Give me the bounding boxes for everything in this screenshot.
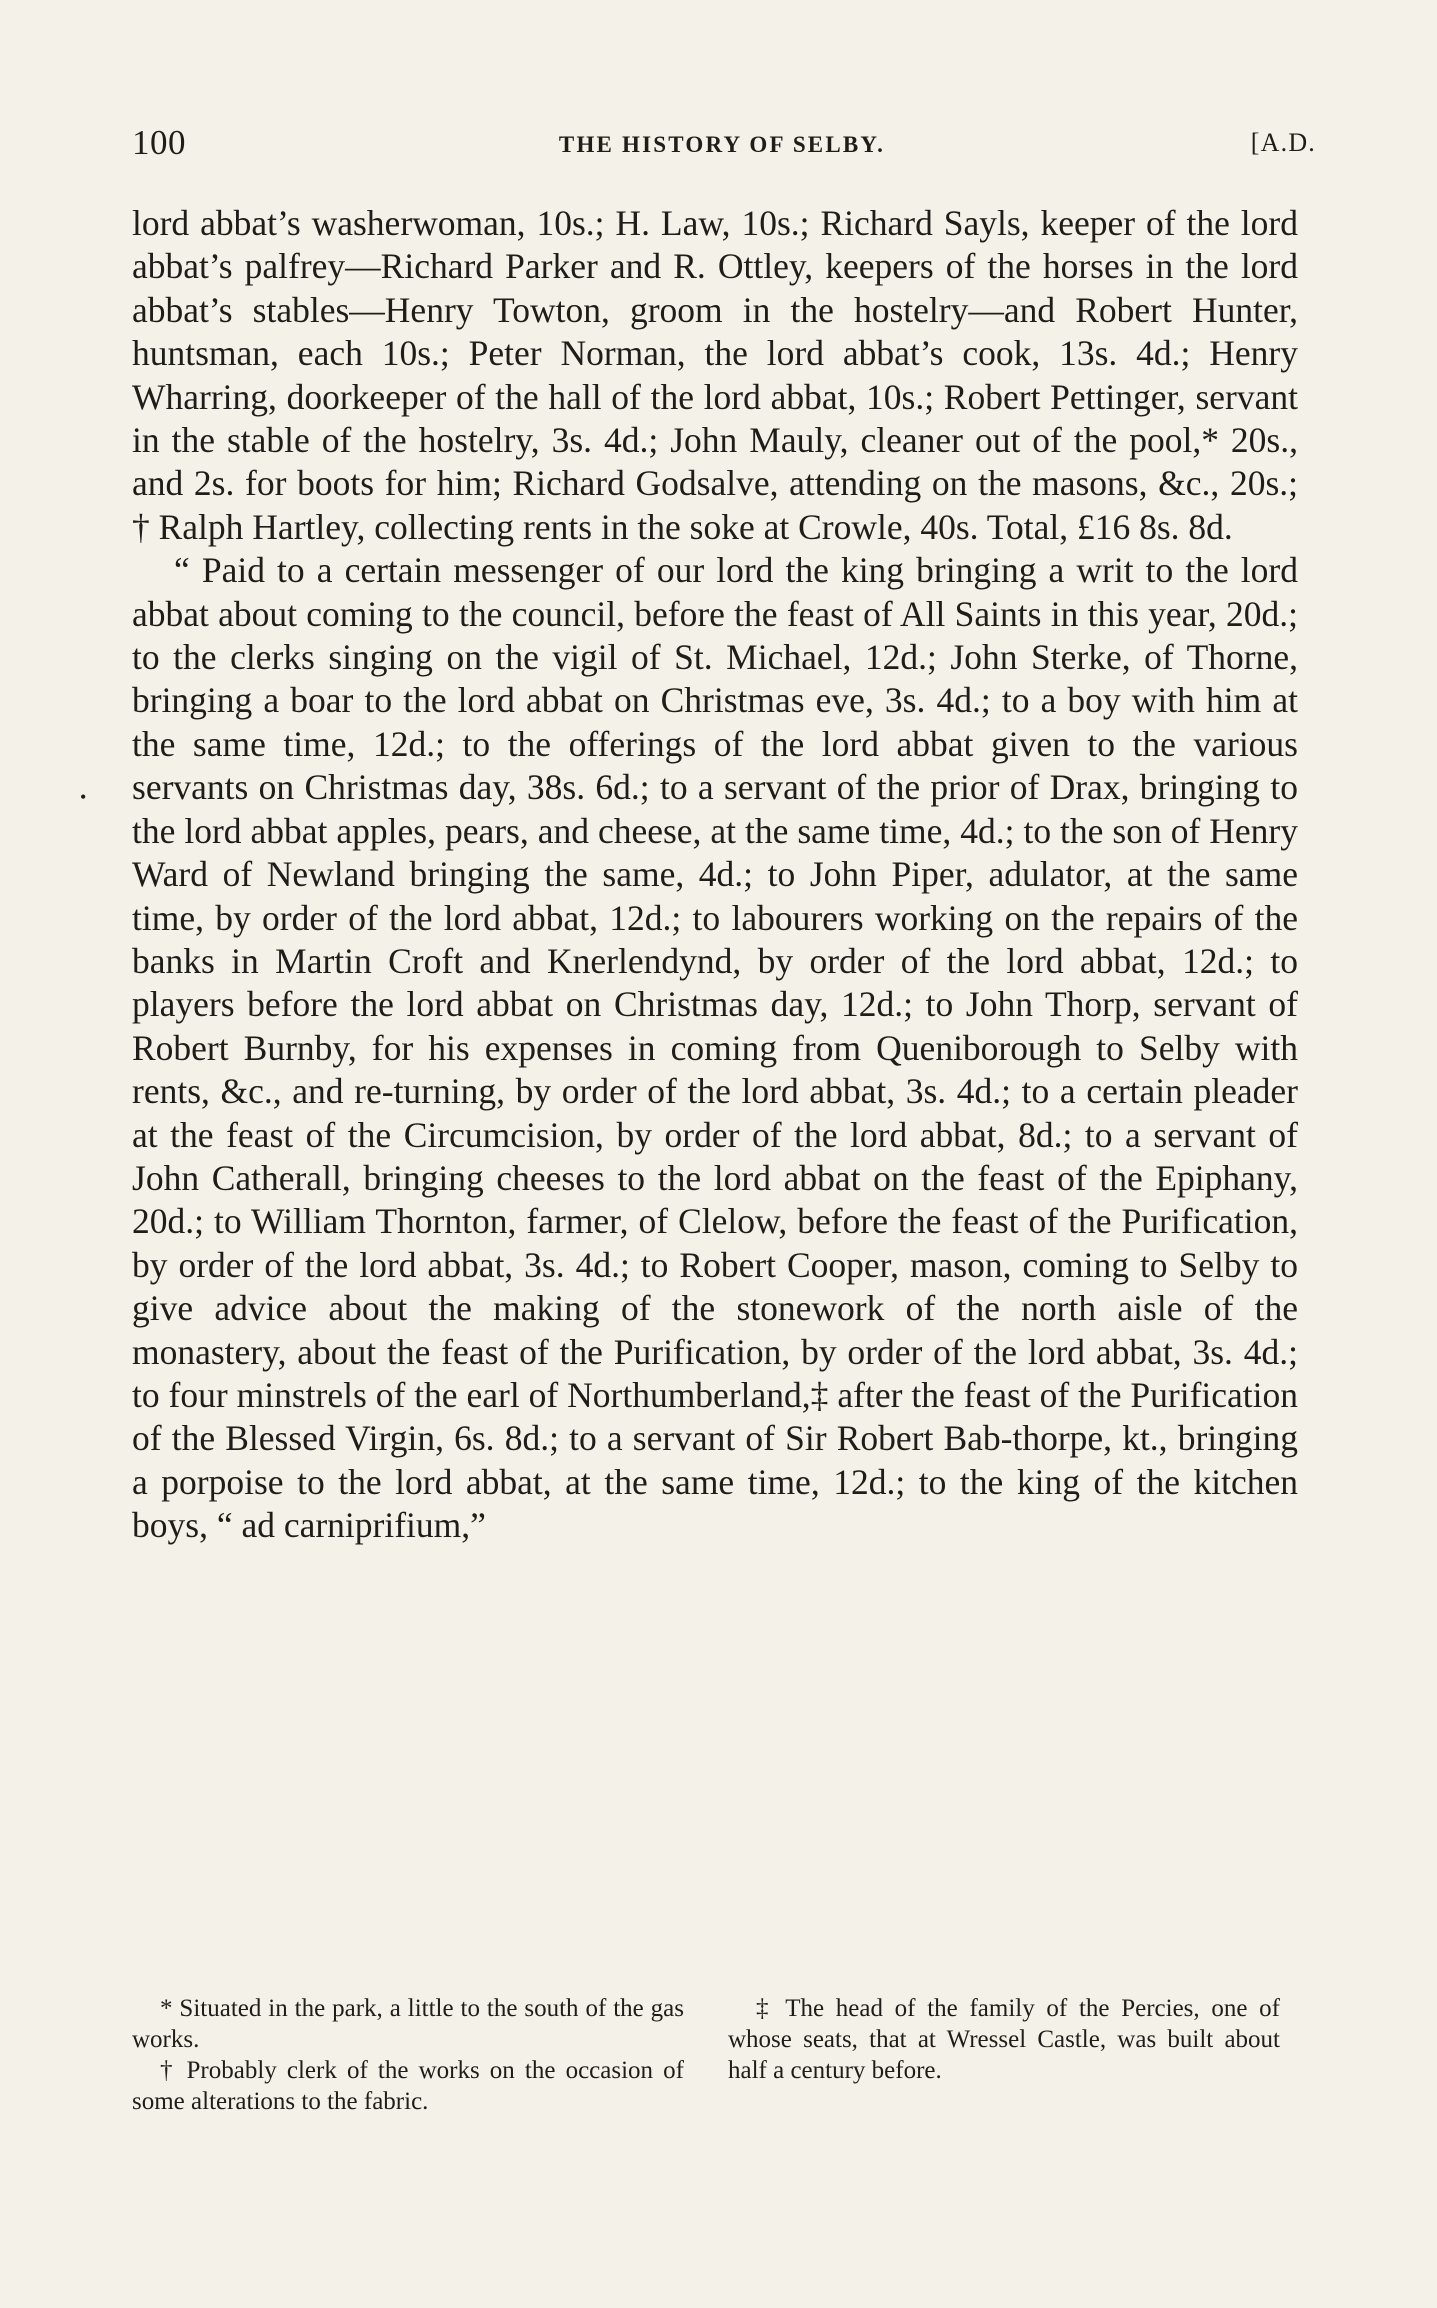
main-text [132,202,1298,1548]
running-title: THE HISTORY OF SELBY. [558,132,886,157]
paragraph-1: lord abbat’s washerwoman, 10s.; H. Law, 10s.; Richard Sayls, keeper of the lord abbat’s palfrey—Richard Parker and R. Ottley, keepers of the horses in the lord abbat’s stables—Henry Towton, groom in the hostelry—and Robert Hunter, huntsman, each 10s.; Peter Norman, the lord abbat’s cook, 13s. 4d.; Henry Wharring, doorkeeper of the hall of the lord abbat, 10s.; Robert Pettinger, servant in the stable of the hostelry, 3s. 4d.; John Mauly, cleaner out of the pool,* 20s., and 2s. for boots for him; Richard Godsalve, attending on the masons, &c., 20s.; † Ralph Hartley, collecting rents in the soke at Crowle, 40s. Total, £16 8s. 8d. [132,203,1298,547]
footnote-star: * Situated in the park, a little to the south of the gas works. [132,1995,684,2053]
footnotes-right-column [728,1993,1280,2086]
margin-dot: • [80,787,87,807]
footnote-dagger: † Probably clerk of the works on the occasion of some alterations to the fabric. [132,2057,684,2115]
footnotes-left-column [132,1993,684,2117]
paragraph-2: “ Paid to a certain messenger of our lord the king bringing a writ to the lord abbat about coming to the council, before the feast of All Saints in this year, 20d.; to the clerks singing on the vigil of St. Michael, 12d.; John Sterke, of Thorne, bringing a boar to the lord abbat on Christmas eve, 3s. 4d.; to a boy with him at the same time, 12d.; to the offerings of the lord abbat given to the various servants on Christmas day, 38s. 6d.; to a servant of the prior of Drax, bringing to the lord abbat apples, pears, and cheese, at the same time, 4d.; to the son of Henry Ward of Newland bringing the same, 4d.; to John Piper, adulator, at the same time, by order of the lord abbat, 12d.; to labourers working on the repairs of the banks in Martin Croft and Knerlendynd, by order of the lord abbat, 12d.; to players before the lord abbat on Christmas day, 12d.; to John Thorp, servant of Robert Burnby, for his expenses in coming from Queniborough to Selby with rents, &c., and re-turning, by order of the lord abbat, 3s. 4d.; to a certain pleader at the feast of the Circumcision, by order of the lord abbat, 8d.; to a servant of John Catherall, bringing cheeses to the lord abbat on the feast of the Epiphany, 20d.; to William Thornton, farmer, of Clelow, before the feast of the Purification, by order of the lord abbat, 3s. 4d.; to Robert Cooper, mason, coming to Selby to give advice about the making of the stonework of the north aisle of the monastery, about the feast of the Purification, by order of the lord abbat, 3s. 4d.; to four minstrels of the earl of Northumberland,‡ after the feast of the Purification of the Blessed Virgin, 6s. 8d.; to a servant of Sir Robert Bab-thorpe, kt., bringing a porpoise to the lord abbat, at the same time, 12d.; to the king of the kitchen boys, “ ad carniprifium,” [132,550,1298,1546]
footnote-double-dagger: ‡ The head of the family of the Percies, one of whose seats, that at Wressel Castle, was built about half a century before. [728,1995,1280,2084]
era-label: [A.D. [1250,128,1316,157]
page-number: 100 [132,123,186,162]
page-header [132,118,1316,168]
